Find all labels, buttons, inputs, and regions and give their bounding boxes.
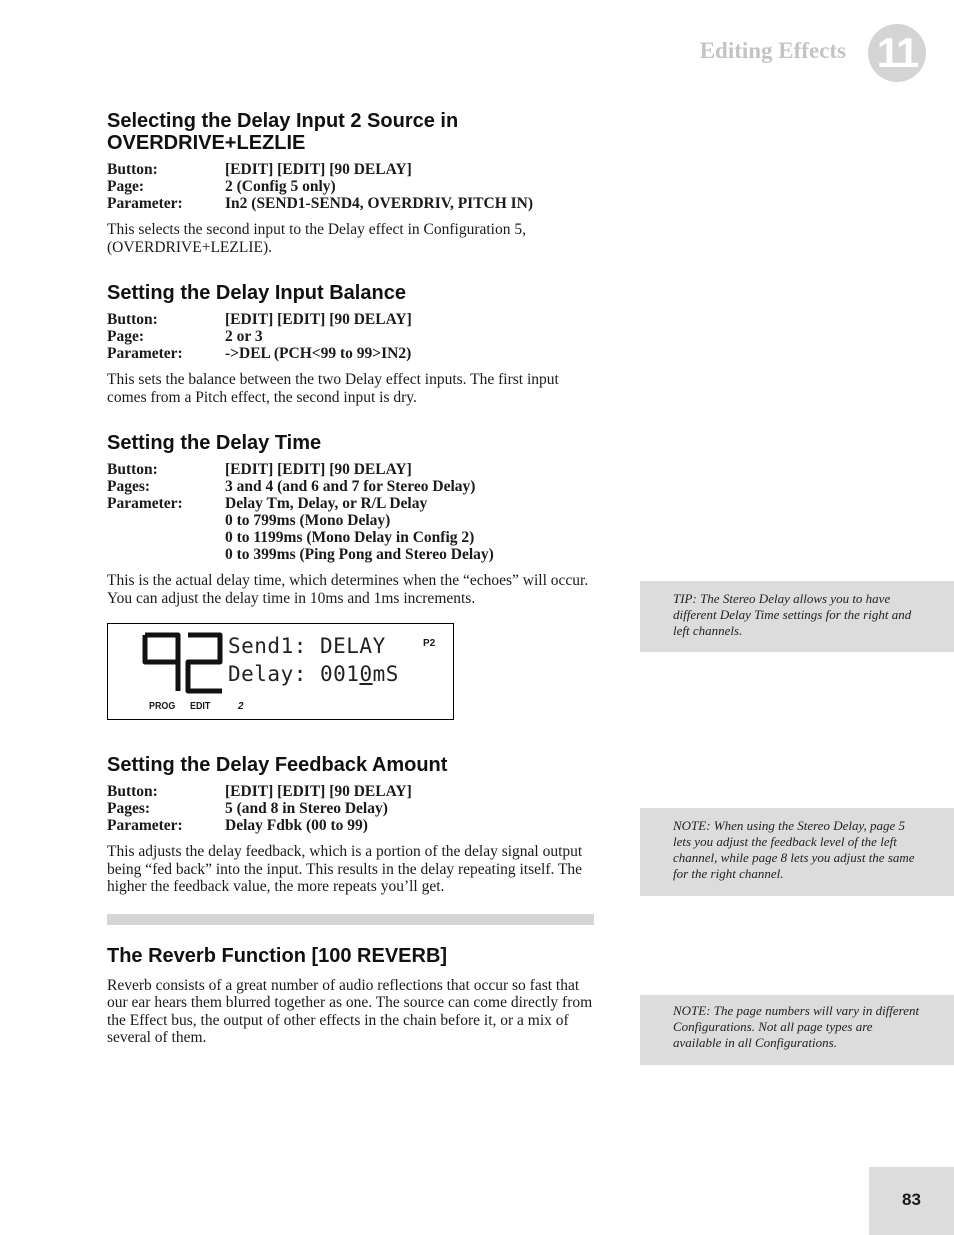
param-label: Button: [107, 161, 158, 178]
param-value: [EDIT] [EDIT] [90 DELAY] [225, 311, 412, 328]
param-value: [EDIT] [EDIT] [90 DELAY] [225, 783, 412, 800]
param-row [107, 161, 597, 178]
param-value: 2 (Config 5 only) [225, 178, 336, 195]
param-table [107, 311, 597, 362]
section-body: Reverb consists of a great number of audio reflections that occur so fast that our ear hears them blurred together as one. The source can come directly from the Effect bus, the output of other effects in the chain before it, or a mix of several of them. [107, 976, 593, 1046]
param-row [107, 178, 597, 195]
lcd-line-2-prefix: Delay: 001 [228, 662, 360, 686]
section-body: This sets the balance between the two Delay effect inputs. The first input comes from a Pitch effect, the second input is dry. [107, 371, 559, 406]
page-number: 83 [869, 1167, 954, 1235]
tip-note-stereo-delay: TIP: The Stereo Delay allows you to have different Delay Time settings for the right and left channels. [640, 581, 954, 652]
param-value: [EDIT] [EDIT] [90 DELAY] [225, 461, 412, 478]
param-row [107, 478, 597, 495]
param-label: Page: [107, 178, 145, 195]
param-label: Page: [107, 328, 145, 345]
param-value: Delay Fdbk (00 to 99) [225, 817, 368, 834]
lcd-page-indicator: P2 [423, 638, 436, 649]
lcd-line-2 [228, 662, 399, 686]
param-row [107, 195, 597, 212]
param-row [107, 546, 597, 563]
param-label: Button: [107, 461, 158, 478]
param-row [107, 800, 597, 817]
param-label: Button: [107, 783, 158, 800]
lcd-line-1: Send1: DELAY [228, 634, 386, 658]
param-table [107, 461, 597, 563]
lcd-edit-label: EDIT [190, 700, 211, 712]
param-value: 5 (and 8 in Stereo Delay) [225, 800, 388, 817]
param-label: Pages: [107, 478, 151, 495]
param-value: ->DEL (PCH<99 to 99>IN2) [225, 345, 412, 362]
param-row [107, 311, 597, 328]
param-value: Delay Tm, Delay, or R/L Delay [225, 495, 428, 512]
param-table [107, 783, 597, 834]
param-value: In2 (SEND1-SEND4, OVERDRIV, PITCH IN) [225, 195, 534, 212]
param-row [107, 495, 597, 512]
param-row [107, 817, 597, 834]
section-delay-time [107, 432, 597, 720]
section-delay-input-balance [107, 282, 597, 406]
param-label [107, 546, 225, 563]
param-value: 3 and 4 (and 6 and 7 for Stereo Delay) [225, 478, 476, 495]
param-label: Parameter: [107, 345, 183, 362]
main-content [107, 110, 597, 1047]
param-row [107, 512, 597, 529]
param-value: 0 to 1199ms (Mono Delay in Config 2) [225, 529, 475, 546]
section-heading: Setting the Delay Time [107, 432, 322, 454]
chapter-number-badge: 11 [868, 24, 926, 82]
param-label: Button: [107, 311, 158, 328]
section-body: This adjusts the delay feedback, which is a portion of the delay signal output being “fed back” into the input. This results in the delay repeating itself. The higher the feedback value, the more repeats you’ll get. [107, 843, 583, 895]
param-value: 2 or 3 [225, 328, 263, 345]
section-heading: Setting the Delay Input Balance [107, 282, 406, 304]
lcd-line-2-unit: mS [372, 662, 399, 686]
param-row [107, 529, 597, 546]
param-value: [EDIT] [EDIT] [90 DELAY] [225, 161, 412, 178]
section-delay-feedback [107, 754, 597, 896]
param-value: 0 to 399ms (Ping Pong and Stereo Delay) [225, 546, 494, 563]
lcd-config-label: 2 [238, 701, 244, 712]
chapter-title: Editing Effects [699, 38, 846, 63]
param-label: Parameter: [107, 495, 183, 512]
param-table [107, 161, 597, 212]
section-heading: The Reverb Function [100 REVERB] [107, 944, 448, 967]
section-delay-input2-source [107, 110, 597, 256]
section-divider [107, 914, 594, 925]
param-label [107, 512, 225, 529]
param-label: Parameter: [107, 817, 183, 834]
section-heading: Selecting the Delay Input 2 Source in OVERDRIVE+LEZLIE [107, 110, 459, 154]
param-row [107, 328, 597, 345]
lcd-cursor-digit: 0 [359, 662, 373, 686]
section-heading: Setting the Delay Feedback Amount [107, 754, 448, 776]
param-label: Parameter: [107, 195, 183, 212]
param-row [107, 783, 597, 800]
note-stereo-feedback: NOTE: When using the Stereo Delay, page 5 lets you adjust the feedback level of the left channel, while page 8 lets you adjust the same for the right channel. [640, 808, 954, 896]
lcd-display [107, 623, 454, 720]
param-label: Pages: [107, 800, 151, 817]
section-body: This is the actual delay time, which determines when the “echoes” will occur. You can adjust the delay time in 10ms and 1ms increments. [107, 572, 589, 607]
param-label [107, 529, 225, 546]
note-page-numbers: NOTE: The page numbers will vary in different Configurations. Not all page types are available in all Configurations. [640, 995, 954, 1065]
param-row [107, 345, 597, 362]
section-body: This selects the second input to the Delay effect in Configuration 5, (OVERDRIVE+LEZLIE). [107, 221, 526, 256]
lcd-program-number [140, 632, 228, 694]
section-reverb-function [107, 945, 597, 1047]
param-row [107, 461, 597, 478]
param-value: 0 to 799ms (Mono Delay) [225, 512, 391, 529]
lcd-prog-label: PROG [149, 700, 176, 712]
